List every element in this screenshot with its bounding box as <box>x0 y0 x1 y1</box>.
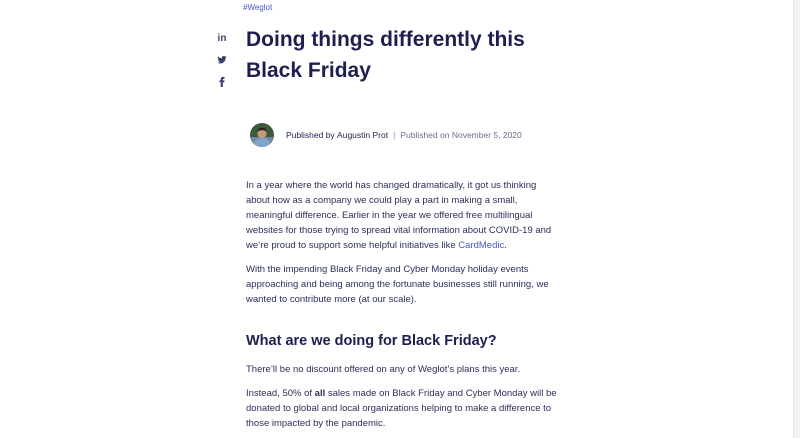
section-heading: What are we doing for Black Friday? <box>246 333 497 349</box>
paragraph-intro <box>246 178 562 253</box>
cardmedic-link[interactable]: CardMedic <box>458 240 505 251</box>
byline-separator: | <box>393 130 396 140</box>
twitter-icon <box>217 55 227 65</box>
facebook-icon <box>217 77 227 87</box>
author-prefix: Published by <box>286 130 335 140</box>
paragraph-donation-bold: all <box>314 388 326 399</box>
author-byline <box>250 122 522 148</box>
article-body <box>246 178 562 438</box>
paragraph-holiday: With the impending Black Friday and Cyber Monday holiday events approaching and being among the fortunate businesses still running, we wanted to contribute more (at our scale). <box>246 264 549 305</box>
share-bar <box>214 31 230 97</box>
paragraph-intro-end: . <box>504 240 507 251</box>
paragraph-no-discount: There’ll be no discount offered on any of Weglot’s plans this year. <box>246 364 521 375</box>
facebook-share-button[interactable] <box>214 75 230 91</box>
linkedin-icon: in <box>217 33 227 44</box>
paragraph-donation-start: Instead, 50% of <box>246 388 315 399</box>
linkedin-share-button[interactable] <box>214 31 230 47</box>
paragraph-intro-text: In a year where the world has changed dramatically, it got us thinking about how as a company we could play a part in making a small, meaningful difference. Earlier in the year we offered free multilingual websites for those trying to spread vital information about COVID-19 and we’re proud to support some helpful initiatives like <box>246 180 552 251</box>
published-label: Published on <box>400 130 450 140</box>
author-avatar[interactable] <box>250 123 274 147</box>
paragraph-donation-end: sales made on Black Friday and Cyber Monday will be donated to global and local organizations helping to make a difference to those impacted by the pandemic. <box>246 388 557 429</box>
paragraph-donation <box>246 386 562 431</box>
twitter-share-button[interactable] <box>214 53 230 69</box>
category-tag-link[interactable]: #Weglot <box>243 3 273 12</box>
avatar-image <box>250 123 274 147</box>
author-name-link[interactable]: Augustin Prot <box>337 130 389 140</box>
article-title: Doing things differently this Black Friday <box>246 28 525 82</box>
published-date: November 5, 2020 <box>451 130 522 140</box>
window-scrollbar[interactable] <box>793 0 800 438</box>
